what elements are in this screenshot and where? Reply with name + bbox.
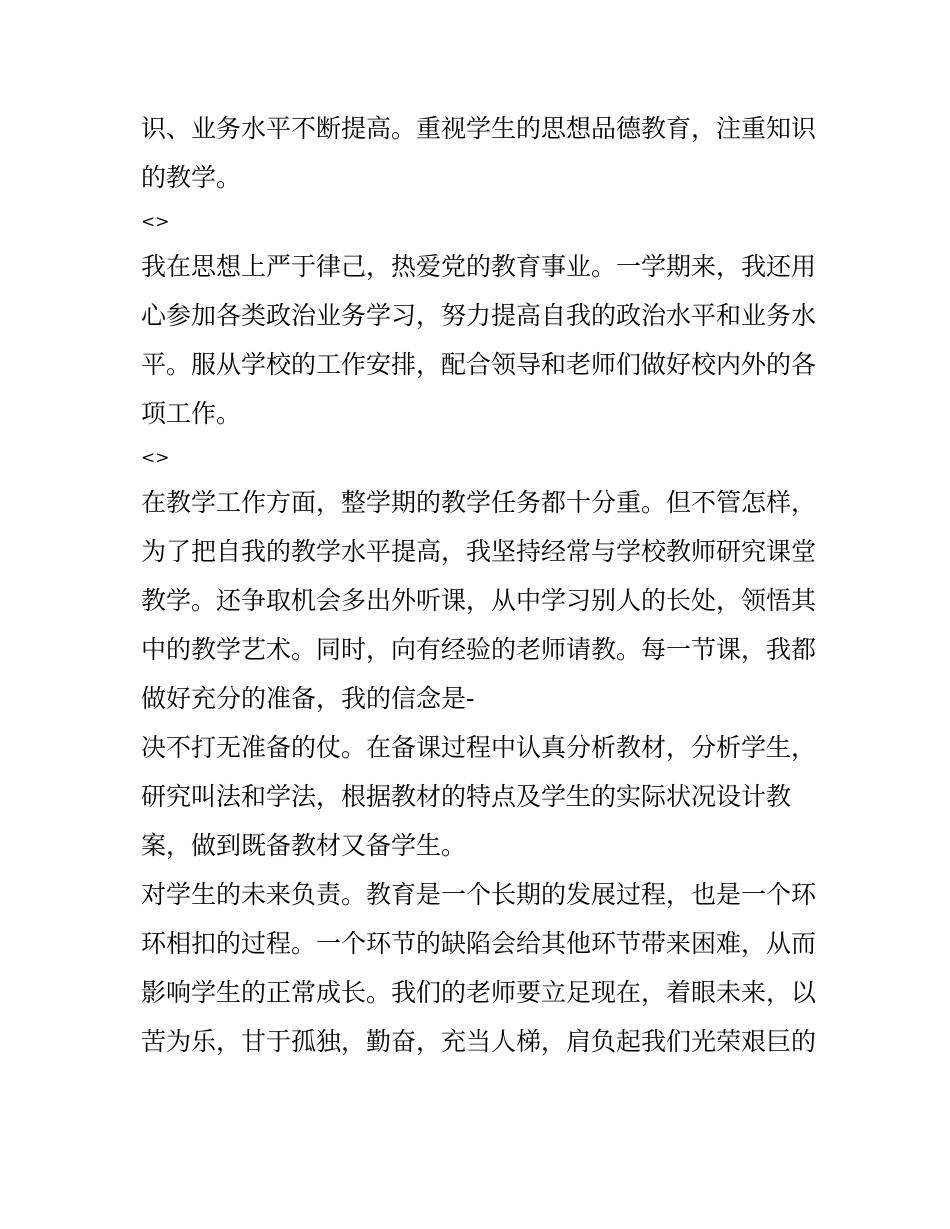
text-line: 平。服从学校的工作安排，配合领导和老师们做好校内外的各 xyxy=(141,350,817,379)
text-line: 案，做到既备教材又备学生。 xyxy=(141,831,467,860)
text-line: 我在思想上严于律己，热爱党的教育事业。一学期来，我还用 xyxy=(141,252,817,281)
section-separator: <> xyxy=(141,212,170,232)
text-line: 心参加各类政治业务学习，努力提高自我的政治水平和业务水 xyxy=(141,301,817,330)
document-body xyxy=(141,104,821,1066)
text-line: 对学生的未来负责。教育是一个长期的发展过程，也是一个环 xyxy=(141,880,817,909)
text-line: 为了把自我的教学水平提高，我坚持经常与学校教师研究课堂 xyxy=(141,537,817,566)
text-line: 研究叫法和学法，根据教材的特点及学生的实际状况设计教 xyxy=(141,782,792,811)
text-line: 中的教学艺术。同时，向有经验的老师请教。每一节课，我都 xyxy=(141,635,817,664)
text-line: 识、业务水平不断提高。重视学生的思想品德教育，注重知识 xyxy=(141,114,817,143)
text-line: 苦为乐，甘于孤独，勤奋，充当人梯，肩负起我们光荣艰巨的 xyxy=(141,1027,817,1056)
text-line: 环相扣的过程。一个环节的缺陷会给其他环节带来困难，从而 xyxy=(141,929,817,958)
text-line: 教学。还争取机会多出外听课，从中学习别人的长处，领悟其 xyxy=(141,586,817,615)
section-separator: <> xyxy=(141,448,170,468)
text-line: 在教学工作方面，整学期的教学任务都十分重。但不管怎样， xyxy=(141,488,817,517)
text-line: 项工作。 xyxy=(141,399,242,428)
text-line: 影响学生的正常成长。我们的老师要立足现在，着眼未来，以 xyxy=(141,978,817,1007)
text-line: 的教学。 xyxy=(141,163,242,192)
text-line: 做好充分的准备，我的信念是- xyxy=(141,684,475,713)
text-line: 决不打无准备的仗。在备课过程中认真分析教材，分析学生， xyxy=(141,733,817,762)
